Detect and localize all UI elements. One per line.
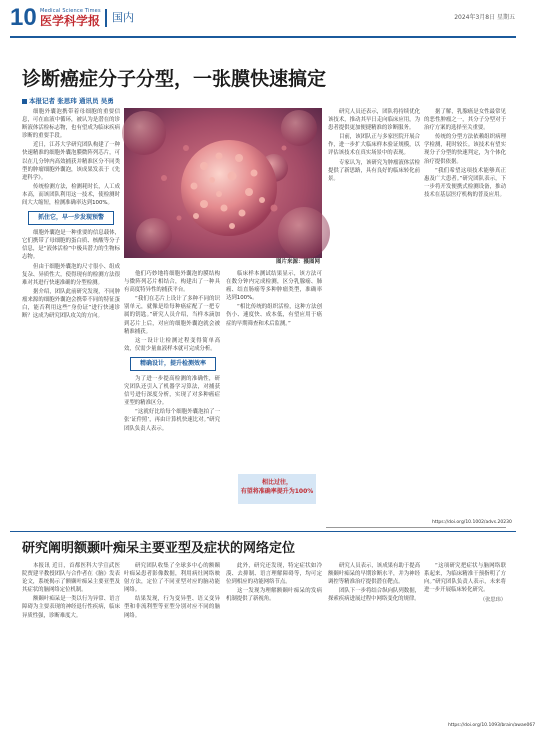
paragraph: 细胞外囊泡携带着母细胞的重要信息，可在血液中循环，被认为是潜在的诊断液体活检标志物，也有望成为临床疾病诊断的重要手段。	[22, 109, 120, 140]
paragraph: 额颞叶痴呆是一类以行为异常、语言障碍为主要表现的神经退行性疾病，临床异质性强，诊断难度大。	[22, 596, 120, 619]
paragraph: 结果发现，行为变异型、语义变异型和非流利型等亚型分别对应不同的脑网络。	[124, 596, 220, 619]
article2-column-5	[424, 562, 506, 732]
paragraph: 本报讯 近日，首都医科大学宣武医院贾建平教授团队与合作者在《脑》发表论文，系统揭示了额颞叶痴呆主要亚型及其症状的脑网络定位机制。	[22, 563, 120, 594]
page-number: 10	[10, 4, 37, 31]
article2-column-4	[328, 562, 420, 732]
paragraph: 传统检测方法，检测耗时长，人工成本高，而该团队利用这一技术，使检测时间大大缩短，检测准确率达到100%。	[22, 183, 120, 207]
masthead	[0, 0, 524, 40]
paragraph: 这一设计让检测过程变得简单高效，仅需少量血液样本就可完成分析。	[124, 337, 220, 352]
paragraph: 近日，江苏大学研究团队构建了一种快速精准的细胞外囊泡膜微阵列芯片，可以在几分钟内高效捕获并精准区分不同类型的肿瘤细胞外囊泡，该成果发表于《先进科学》。	[22, 142, 120, 181]
article1-photo	[124, 108, 322, 258]
paragraph: 为了进一步提高检测的准确性，研究团队还引入了机器学习算法，对捕获信号进行深度分析，实现了对多种癌症亚型的精准区分。	[124, 375, 220, 407]
paragraph: 这一发现为理解额颞叶痴呆的发病机制提供了新视角。	[226, 588, 322, 603]
article1-byline: 本报记者 张思玮 通讯员 吴勇	[22, 97, 114, 106]
article2-author: （张思玮）	[480, 597, 506, 604]
paragraph: 研究人员表示，该成果有助于提高额颞叶痴呆的早期诊断水平，并为神经调控等精准治疗提供潜在靶点。	[328, 563, 420, 586]
pull-quote-line-2: 有望将准确率提升为100%	[240, 488, 314, 495]
paper-logo	[40, 8, 102, 34]
article1-doi[interactable]: https://doi.org/10.1002/advs.20230	[432, 520, 512, 525]
paragraph: “我们希望这项技术能够真正惠及广大患者。”研究团队表示，下一步将开发便携式检测设备，推动技术在基层医疗机构的普及应用。	[424, 167, 506, 198]
article2-column-3	[226, 562, 322, 732]
article1-column-2	[124, 270, 220, 528]
section-label: 国内	[112, 11, 134, 24]
paragraph: 专家认为，该研究为肿瘤液体活检提供了新思路，具有良好的临床转化前景。	[328, 159, 420, 182]
pull-quote	[238, 474, 316, 504]
paragraph: 据了解，乳腺癌是女性最常见的恶性肿瘤之一，其分子分型对于治疗方案的选择至关重要。	[424, 109, 506, 132]
paragraph: “这项研究把症状与脑网络联系起来，为临床精准干预指明了方向。”研究团队负责人表示，未来将进一步开展临床转化研究。	[424, 563, 506, 594]
paper-name-cn: 医学科学报	[40, 14, 101, 28]
article1-column-5	[424, 108, 512, 528]
paragraph: “相比传统的组织活检，这种方法创伤小、速度快、成本低，有望应用于癌症的早期筛查和术后监测。”	[226, 304, 322, 327]
article2-doi[interactable]: https://doi.org/10.1093/brain/awae067	[448, 723, 535, 728]
article1-headline: 诊断癌症分子分型，一张膜快速搞定	[22, 68, 327, 90]
paragraph: 团队下一步将结合纵向队列数据，探索疾病进展过程中网络变化的规律。	[328, 588, 420, 603]
paragraph: 传统的分型方法依赖组织病理学检测，耗时较长。该技术有望实现分子分型的快速判定，为个体化治疗提供依据。	[424, 134, 506, 165]
article-divider	[10, 531, 516, 532]
subhead-1: 抓住它，早一步发现预警	[28, 211, 114, 225]
article2-headline: 研究阐明额颞叶痴呆主要亚型及症状的网络定位	[22, 541, 296, 556]
article2-column-2	[124, 562, 220, 732]
paper-name-en: Medical Science Times	[40, 8, 101, 14]
paragraph: 研究团队收集了全球多中心的额颞叶痴呆患者影像数据，利用病灶网络映射方法，定位了不同亚型对应的脑功能网络。	[124, 563, 220, 594]
article1-column-4	[328, 108, 420, 528]
cell-illustration-image	[124, 108, 322, 258]
pull-quote-line-1: 相比过往，	[261, 479, 292, 486]
paragraph: “我们在芯片上设计了多种不同的识别单元，就像是给每种癌症配了一把专属的钥匙。”研究人员介绍，当样本滴加到芯片上后，对应的细胞外囊泡就会被精准捕获。	[124, 296, 220, 335]
photo-caption: 图片来源：摄图网	[275, 259, 320, 265]
paragraph: 细胞外囊泡是一种重要的信息载体，它们携带了母细胞的蛋白质、核酸等分子信息，是“液体活检”中极具潜力的生物标志物。	[22, 230, 120, 261]
paragraph: 临床样本测试结果显示，该方法可在数分钟内完成检测，区分乳腺癌、肺癌、结直肠癌等多种肿瘤类型，准确率达到100%。	[226, 271, 322, 302]
paragraph: 研究人员还表示，团队将持续优化该技术，推动其早日走向临床应用，为患者提供更加便捷精准的诊断服务。	[328, 109, 420, 132]
paragraph: 此外，研究还发现，特定症状如冷漠、去抑制、语言理解障碍等，均可定位到相应的功能网络节点。	[226, 563, 322, 586]
issue-date: 2024年3月8日 星期五	[454, 14, 515, 21]
paragraph: “这就好比给每个细胞外囊泡拍了一张‘证件照’，再由计算机快速比对。”研究团队负责人表示。	[124, 409, 220, 432]
article2-column-1	[22, 562, 120, 732]
section-divider	[105, 9, 107, 27]
paragraph: 目前，该团队正与多家医院开展合作，进一步扩大临床样本验证规模，以评估该技术在真实场景中的表现。	[328, 134, 420, 157]
paragraph: 据介绍，团队此前研究发现，不同肿瘤来源的细胞外囊泡会携带不同的特征蛋白，能否利用这些“身份证”进行快速诊断？这成为研究团队攻关的方向。	[22, 288, 120, 320]
doi-divider	[326, 527, 506, 528]
subhead-2: 精确设计，提升检测效率	[130, 357, 216, 371]
paragraph: 他们巧妙地将细胞外囊泡的膜结构与微阵列芯片相结合，构建出了一种具有高度特异性的捕获平台。	[124, 271, 220, 294]
top-rule	[10, 36, 516, 38]
article1-column-1	[22, 108, 120, 528]
paragraph: 但由于细胞外囊泡的尺寸很小、组成复杂、异质性大，使得现有的检测方法很难对其进行快速准确的分型检测。	[22, 263, 120, 286]
